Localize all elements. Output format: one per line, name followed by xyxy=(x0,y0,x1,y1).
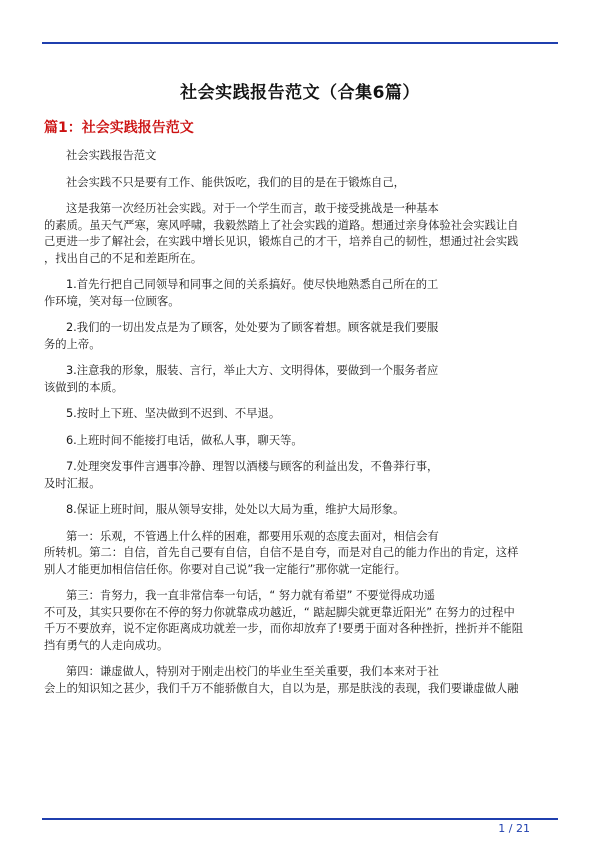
text-line: 及时汇报。 xyxy=(44,476,101,490)
text-line: 所转机。第二：自信，首先自己要有自信，自信不是自夸，而是对自己的能力作出的肯定，这样 xyxy=(44,546,519,559)
paragraph xyxy=(44,664,564,697)
text-line: 社会实践不只是要有工作、能供饭吃，我们的目的是在于锻炼自己， xyxy=(66,175,405,189)
text-line: 7.处理突发事件言遇事冷静、理智以酒楼与顾客的利益出发，不鲁莽行事， xyxy=(66,460,439,473)
text-line: 的素质。虽天气严寒，寒风呼啸，我毅然踏上了社会实践的道路。想通过亲身体验社会实践让自 xyxy=(44,218,519,232)
paragraph xyxy=(44,459,564,492)
text-line: 该做到的本质。 xyxy=(44,380,124,394)
text-line: 千万不要放弃，说不定你距离成功就差一步，而你却放弃了!要勇于面对各种挫折，挫折并不能阻 xyxy=(44,622,524,635)
text-line: 己更进一步了解社会，在实践中增长见识，锻炼自己的才干，培养自己的韧性，想通过社会实践 xyxy=(44,235,519,248)
text-line: 社会实践报告范文 xyxy=(66,149,157,162)
text-line: 作环境，笑对每一位顾客。 xyxy=(44,294,180,308)
header-rule xyxy=(42,42,558,44)
paragraph xyxy=(44,502,564,519)
paragraph xyxy=(44,433,564,450)
text-line: 别人才能更加相信信任你。你要对自己说”我一定能行”那你就一定能行。 xyxy=(44,562,406,576)
paragraph xyxy=(44,148,564,165)
text-line: 第四：谦虚做人，特别对于刚走出校门的毕业生至关重要，我们本来对于社 xyxy=(66,665,439,678)
text-line: 不可及，其实只要你在不停的努力你就靠成功越近，“ 踮起脚尖就更靠近阳光” 在努力的过程中 xyxy=(44,605,515,619)
text-line: 第三：肯努力，我一直非常信奉一句话，“ 努力就有希望” 不要觉得成功遥 xyxy=(66,589,436,602)
page-number: 1 / 21 xyxy=(498,822,530,835)
paragraph xyxy=(44,277,564,310)
text-line: 第一：乐观，不管遇上什么样的困难，都要用乐观的态度去面对，相信会有 xyxy=(66,529,439,543)
text-line: 挡有勇气的人走向成功。 xyxy=(44,638,169,652)
text-line: 1.首先行把自己同领导和同事之间的关系搞好。使尽快地熟悉自己所在的工 xyxy=(66,278,439,291)
document-body xyxy=(44,148,564,707)
document-title: 社会实践报告范文（合集6篇） xyxy=(180,83,420,103)
text-line: 2.我们的一切出发点是为了顾客，处处要为了顾客着想。顾客就是我们要服 xyxy=(66,321,439,334)
text-line: 5.按时上下班、坚决做到不迟到、不早退。 xyxy=(66,407,281,420)
footer-rule xyxy=(42,818,558,820)
text-line: 务的上帝。 xyxy=(44,337,101,351)
text-line: 这是我第一次经历社会实践。对于一个学生而言，敢于接受挑战是一种基本 xyxy=(66,202,439,215)
paragraph xyxy=(44,406,564,423)
text-line: 6.上班时间不能接打电话，做私人事，聊天等。 xyxy=(66,433,303,447)
paragraph xyxy=(44,175,564,192)
section-heading: 篇1：社会实践报告范文 xyxy=(44,120,194,136)
paragraph xyxy=(44,529,564,579)
text-line: 8.保证上班时间，服从领导安排，处处以大局为重，维护大局形象。 xyxy=(66,503,405,516)
paragraph xyxy=(44,588,564,654)
paragraph xyxy=(44,201,564,267)
text-line: 会上的知识知之甚少，我们千万不能骄傲自大，自以为是，那是肤浅的表现，我们要谦虚做人融 xyxy=(44,681,519,695)
text-line: ，找出自己的不足和差距所在。 xyxy=(44,251,203,265)
text-line: 3.注意我的形象，服装、言行，举止大方、文明得体，要做到一个服务者应 xyxy=(66,364,439,377)
paragraph xyxy=(44,363,564,396)
paragraph xyxy=(44,320,564,353)
